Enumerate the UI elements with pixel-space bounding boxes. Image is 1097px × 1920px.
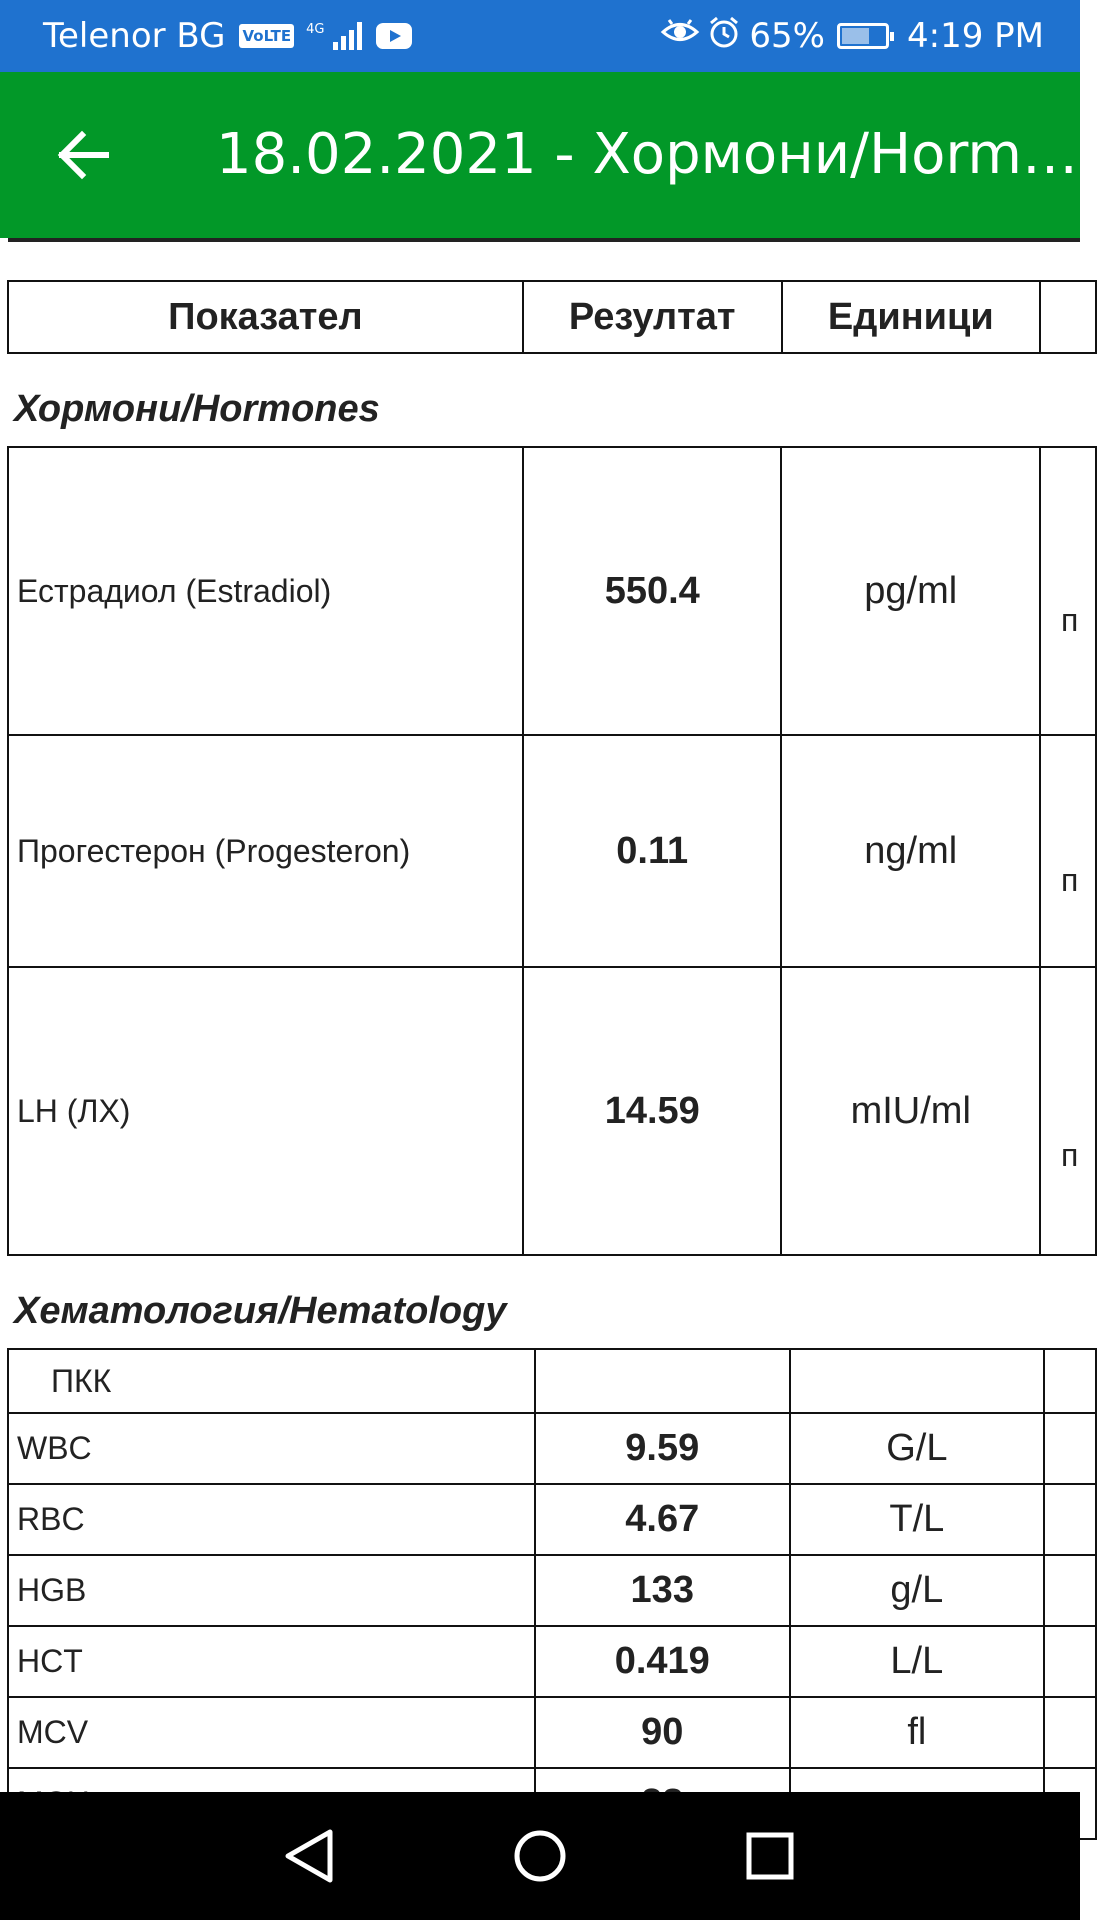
volte-icon: VoLTE [239, 24, 294, 48]
row-unit: ng/ml [781, 735, 1040, 967]
header-result: Резултат [523, 281, 782, 353]
header-extra [1040, 281, 1096, 353]
row-unit: mIU/ml [781, 967, 1040, 1255]
battery-percent: 65% [749, 16, 825, 56]
table-row [8, 1555, 1096, 1626]
row-reference-cut: п [1040, 735, 1096, 967]
signal-icon [333, 22, 362, 50]
app-bar [0, 72, 1080, 238]
table-row [8, 1413, 1096, 1484]
row-reference-cut: п [1040, 967, 1096, 1255]
row-value: 9.59 [535, 1413, 790, 1484]
clock: 4:19 PM [907, 16, 1044, 56]
row-value: 0.11 [523, 735, 781, 967]
page-title: 18.02.2021 - Хормони/Horm… [216, 122, 1078, 187]
row-name: WBC [8, 1413, 535, 1484]
table-row [8, 1484, 1096, 1555]
network-type-icon: 4G [306, 21, 325, 37]
table-row [8, 1349, 1096, 1413]
table-row [8, 1697, 1096, 1768]
row-name: HCT [8, 1626, 535, 1697]
alarm-icon [707, 15, 741, 58]
row-name: RBC [8, 1484, 535, 1555]
row-value: 133 [535, 1555, 790, 1626]
table-row [8, 447, 1096, 735]
row-extra [1044, 1484, 1096, 1555]
back-arrow-icon[interactable] [48, 120, 118, 190]
row-unit: fl [790, 1697, 1045, 1768]
section-title-hormones: Хормони/Hormones [14, 388, 380, 430]
results-content[interactable] [0, 242, 1080, 1792]
youtube-notification-icon [376, 23, 412, 49]
row-extra [1044, 1555, 1096, 1626]
row-extra [1044, 1626, 1096, 1697]
row-extra [1044, 1349, 1096, 1413]
row-value: 14.59 [523, 967, 781, 1255]
table-row [8, 1626, 1096, 1697]
row-unit: g/L [790, 1555, 1045, 1626]
row-reference-cut: п [1040, 447, 1096, 735]
section-title-hematology: Хематология/Hematology [14, 1290, 507, 1332]
table-row [8, 735, 1096, 967]
nav-recents-icon[interactable] [728, 1814, 812, 1898]
row-value: 0.419 [535, 1626, 790, 1697]
row-extra [1044, 1413, 1096, 1484]
row-value: 550.4 [523, 447, 781, 735]
row-name: HGB [8, 1555, 535, 1626]
eye-comfort-icon [661, 16, 699, 56]
row-name: MCV [8, 1697, 535, 1768]
carrier-label: Telenor BG [43, 16, 226, 56]
battery-fill [842, 28, 869, 44]
row-name: LH (ЛХ) [8, 967, 523, 1255]
header-indicator: Показател [8, 281, 523, 353]
nav-back-icon[interactable] [268, 1814, 352, 1898]
table-row [8, 967, 1096, 1255]
nav-home-icon[interactable] [498, 1814, 582, 1898]
row-value: 90 [535, 1697, 790, 1768]
row-unit: L/L [790, 1626, 1045, 1697]
row-unit [790, 1349, 1045, 1413]
header-units: Единици [782, 281, 1041, 353]
results-header-table [7, 280, 1097, 354]
row-extra [1044, 1697, 1096, 1768]
row-value: 4.67 [535, 1484, 790, 1555]
row-name: Прогестерон (Progesteron) [8, 735, 523, 967]
row-name: Естрадиол (Estradiol) [8, 447, 523, 735]
row-unit: T/L [790, 1484, 1045, 1555]
navigation-bar [0, 1792, 1080, 1920]
hematology-table [7, 1348, 1097, 1840]
hormones-table [7, 446, 1097, 1256]
row-value [535, 1349, 790, 1413]
status-bar [0, 0, 1080, 72]
row-unit: pg/ml [781, 447, 1040, 735]
row-unit: G/L [790, 1413, 1045, 1484]
battery-icon [837, 23, 889, 49]
group-label: ПКК [8, 1349, 535, 1413]
